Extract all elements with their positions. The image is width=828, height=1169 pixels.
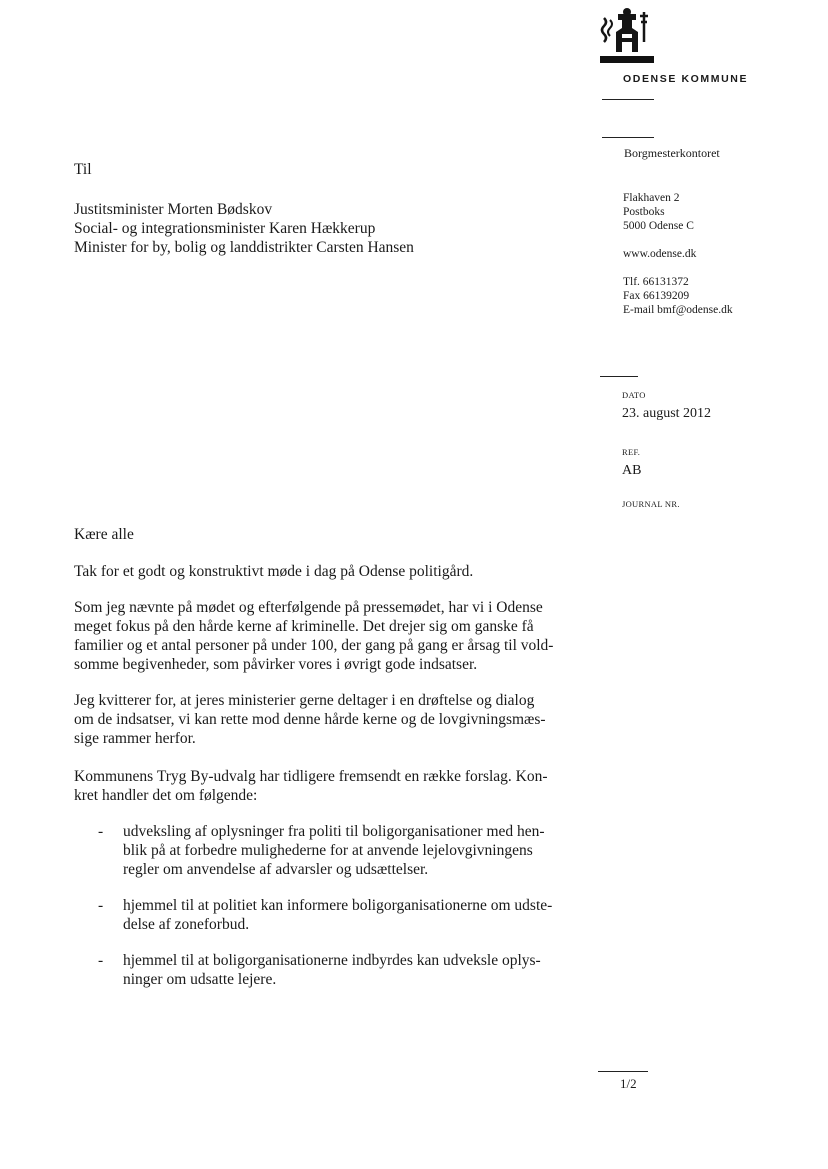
bullet-line: hjemmel til at politiet kan informere boligorganisationerne om udste- (123, 897, 553, 914)
address-line: Postboks (623, 206, 665, 218)
salutation: Kære alle (74, 526, 134, 543)
header-rule-2 (602, 137, 654, 138)
header-rule-1 (602, 99, 654, 100)
ref-value: AB (622, 463, 642, 478)
paragraph-line: kret handler det om følgende: (74, 787, 258, 804)
body-paragraph (74, 767, 594, 805)
paragraph-line: sige rammer herfor. (74, 730, 196, 747)
date-value: 23. august 2012 (622, 406, 712, 421)
bullet-line: udveksling af oplysninger fra politi til boligorganisationer med hen- (123, 823, 545, 840)
address-line: Flakhaven 2 (623, 192, 680, 204)
paragraph-line: Kommunens Tryg By-udvalg har tidligere fremsendt en række forslag. Kon- (74, 768, 548, 785)
contact-block (623, 275, 733, 317)
bullet-marker: - (98, 823, 104, 840)
fax-number: Fax 66139209 (623, 290, 690, 302)
journal-label: JOURNAL NR. (622, 499, 680, 509)
footer-rule (598, 1071, 648, 1072)
paragraph-line: familier og et antal personer på under 100, der gang på gang er årsag til vold- (74, 637, 554, 654)
department-name: Borgmesterkontoret (624, 146, 720, 160)
bullet-line: blik på at forbedre mulighederne for at anvende lejelovgivningens (123, 842, 533, 859)
body-paragraph (74, 562, 594, 581)
recipient-list (74, 200, 414, 257)
bullet-line: delse af zoneforbud. (123, 916, 250, 933)
address-block (623, 191, 694, 233)
paragraph-line: Jeg kvitterer for, at jeres ministerier gerne deltager i en drøftelse og dialog (74, 692, 535, 709)
org-name: ODENSE KOMMUNE (623, 73, 749, 85)
recipient-line: Minister for by, bolig og landdistrikter Carsten Hansen (74, 239, 414, 256)
bullet-line: hjemmel til at boligorganisationerne indbyrdes kan udveksle oplys- (123, 952, 541, 969)
to-label: Til (74, 161, 92, 178)
paragraph-line: om de indsatser, vi kan rette mod denne hårde kerne og de lovgivningsmæs- (74, 711, 546, 728)
paragraph-line: somme begivenheder, som påvirker vores i øvrigt gode indsatser. (74, 656, 478, 673)
bullet-line: ninger om udsatte lejere. (123, 971, 277, 988)
phone-number: Tlf. 66131372 (623, 276, 689, 288)
page-number: 1/2 (620, 1076, 637, 1091)
ref-label: REF. (622, 447, 641, 457)
body-paragraph (74, 598, 594, 674)
address-line: 5000 Odense C (623, 220, 694, 232)
paragraph-line: meget fokus på den hårde kerne af kriminelle. Det drejer sig om ganske få (74, 618, 534, 635)
bullet-line: regler om anvendelse af advarsler og udsættelser. (123, 861, 429, 878)
body-paragraph (74, 691, 594, 748)
recipient-line: Justitsminister Morten Bødskov (74, 201, 273, 218)
odense-seal-logo (600, 8, 656, 64)
paragraph-line: Som jeg nævnte på mødet og efterfølgende på pressemødet, har vi i Odense (74, 599, 543, 616)
bullet-marker: - (98, 897, 104, 914)
bullet-marker: - (98, 952, 104, 969)
paragraph-line: Tak for et godt og konstruktivt møde i dag på Odense politigård. (74, 563, 474, 580)
meta-rule (600, 376, 638, 377)
email-link[interactable]: E-mail bmf@odense.dk (623, 304, 733, 316)
date-label: DATO (622, 390, 646, 400)
website-link[interactable]: www.odense.dk (623, 248, 697, 260)
recipient-line: Social- og integrationsminister Karen Hækkerup (74, 220, 376, 237)
